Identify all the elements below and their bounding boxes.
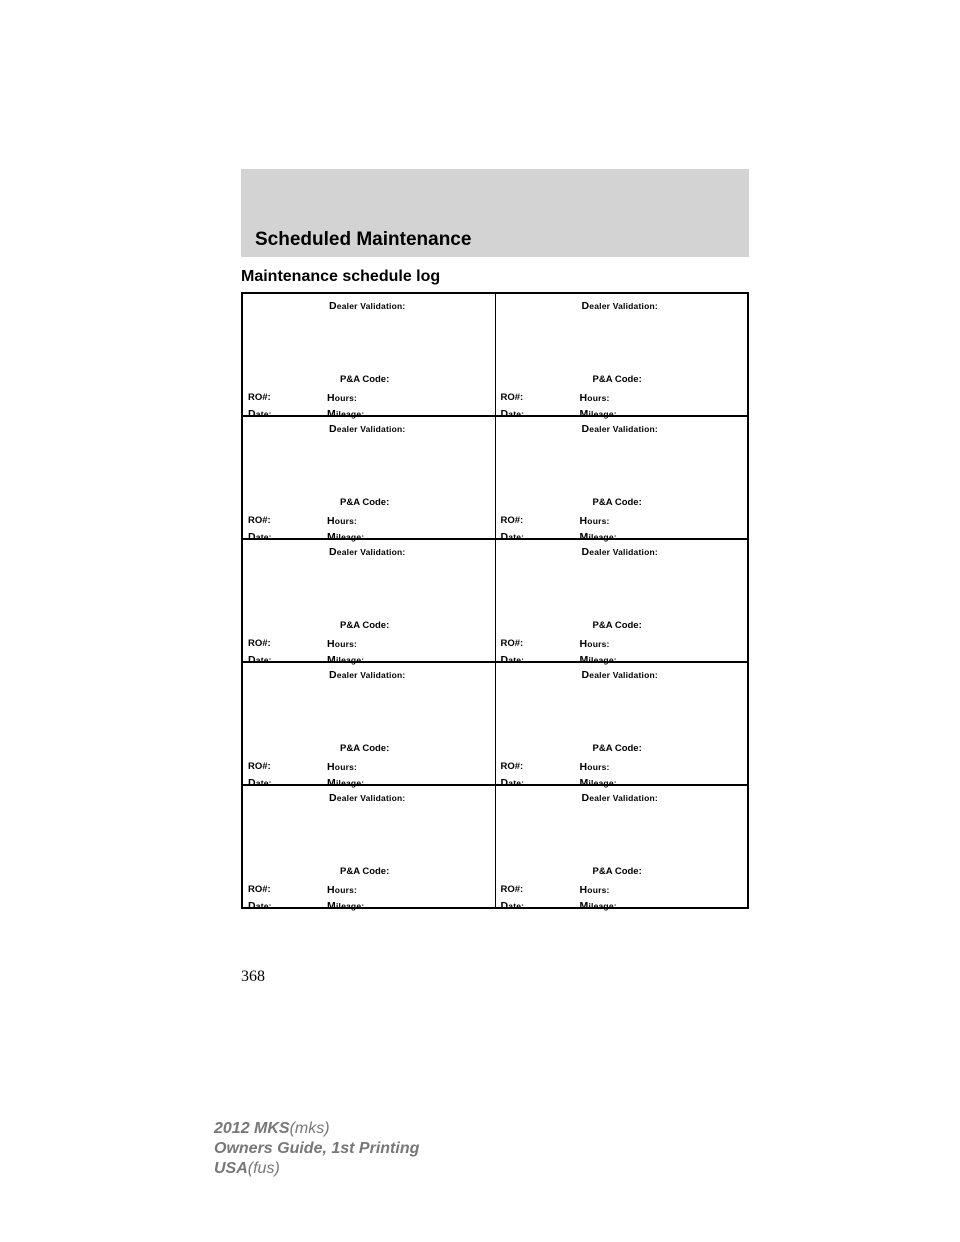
pa-code-label: P&A Code:	[592, 497, 642, 508]
pa-code-label: P&A Code:	[340, 497, 390, 508]
log-row	[243, 663, 747, 789]
section-heading: Maintenance schedule log	[241, 268, 441, 285]
log-entry	[496, 663, 748, 789]
header-band	[241, 169, 749, 257]
pa-code-label: P&A Code:	[340, 743, 390, 754]
date-label: Date:	[500, 900, 525, 912]
log-entry	[243, 417, 496, 543]
dealer-validation-label: Dealer Validation:	[581, 546, 658, 558]
pa-code-label: P&A Code:	[592, 620, 642, 631]
log-row	[243, 417, 747, 543]
page-number: 368	[241, 968, 265, 985]
log-entry	[243, 540, 496, 666]
ro-label: RO#:	[248, 515, 271, 526]
dealer-validation-label: Dealer Validation:	[329, 669, 406, 681]
maintenance-log-table	[241, 292, 749, 912]
mileage-label: Mileage:	[327, 531, 365, 543]
dealer-validation-label: Dealer Validation:	[329, 423, 406, 435]
ro-label: RO#:	[500, 884, 524, 895]
date-label: Date:	[248, 654, 272, 666]
hours-label: Hours:	[579, 884, 610, 896]
hours-label: Hours:	[327, 884, 358, 896]
date-label: Date:	[248, 408, 272, 420]
hours-label: Hours:	[327, 515, 358, 527]
date-label: Date:	[248, 900, 272, 912]
ro-label: RO#:	[500, 638, 524, 649]
date-label: Date:	[500, 408, 525, 420]
ro-label: RO#:	[248, 884, 271, 895]
dealer-validation-label: Dealer Validation:	[581, 423, 658, 435]
footer-region-code: (fus)	[247, 1160, 280, 1177]
pa-code-label: P&A Code:	[340, 620, 390, 631]
footer-line-guide: Owners Guide, 1st Printing	[214, 1140, 420, 1157]
pa-code-label: P&A Code:	[592, 743, 642, 754]
dealer-validation-label: Dealer Validation:	[329, 300, 406, 312]
pa-code-label: P&A Code:	[592, 374, 642, 385]
date-label: Date:	[500, 531, 525, 543]
hours-label: Hours:	[579, 761, 610, 773]
ro-label: RO#:	[248, 392, 271, 403]
mileage-label: Mileage:	[327, 777, 365, 789]
footer-model-code: (mks)	[289, 1120, 330, 1137]
ro-label: RO#:	[500, 761, 524, 772]
pa-code-label: P&A Code:	[340, 374, 390, 385]
date-label: Date:	[248, 777, 272, 789]
log-row	[243, 786, 747, 912]
footer-region: USA	[214, 1160, 248, 1177]
log-row	[243, 294, 747, 420]
log-entry	[496, 417, 748, 543]
log-entry	[496, 294, 748, 420]
dealer-validation-label: Dealer Validation:	[581, 300, 658, 312]
hours-label: Hours:	[579, 638, 610, 650]
dealer-validation-label: Dealer Validation:	[581, 792, 658, 804]
pa-code-label: P&A Code:	[340, 866, 390, 877]
dealer-validation-label: Dealer Validation:	[329, 546, 406, 558]
dealer-validation-label: Dealer Validation:	[329, 792, 406, 804]
footer-model: 2012 MKS	[214, 1120, 290, 1137]
page-title: Scheduled Maintenance	[255, 229, 472, 250]
ro-label: RO#:	[500, 392, 524, 403]
date-label: Date:	[500, 654, 525, 666]
hours-label: Hours:	[579, 392, 610, 404]
date-label: Date:	[248, 531, 272, 543]
mileage-label: Mileage:	[327, 654, 365, 666]
hours-label: Hours:	[327, 638, 358, 650]
date-label: Date:	[500, 777, 525, 789]
mileage-label: Mileage:	[327, 408, 365, 420]
mileage-label: Mileage:	[579, 900, 617, 912]
ro-label: RO#:	[248, 638, 271, 649]
log-entry	[243, 663, 496, 789]
log-entry	[496, 540, 748, 666]
dealer-validation-label: Dealer Validation:	[581, 669, 658, 681]
log-entry	[243, 294, 496, 420]
pa-code-label: P&A Code:	[592, 866, 642, 877]
log-entry	[243, 786, 496, 912]
mileage-label: Mileage:	[327, 900, 365, 912]
mileage-label: Mileage:	[579, 654, 617, 666]
footer-line-region	[214, 1160, 280, 1178]
ro-label: RO#:	[248, 761, 271, 772]
hours-label: Hours:	[579, 515, 610, 527]
footer-line-model	[214, 1120, 330, 1138]
mileage-label: Mileage:	[579, 531, 617, 543]
log-row	[243, 540, 747, 666]
hours-label: Hours:	[327, 392, 358, 404]
log-entry	[496, 786, 748, 912]
hours-label: Hours:	[327, 761, 358, 773]
mileage-label: Mileage:	[579, 408, 617, 420]
ro-label: RO#:	[500, 515, 524, 526]
mileage-label: Mileage:	[579, 777, 617, 789]
